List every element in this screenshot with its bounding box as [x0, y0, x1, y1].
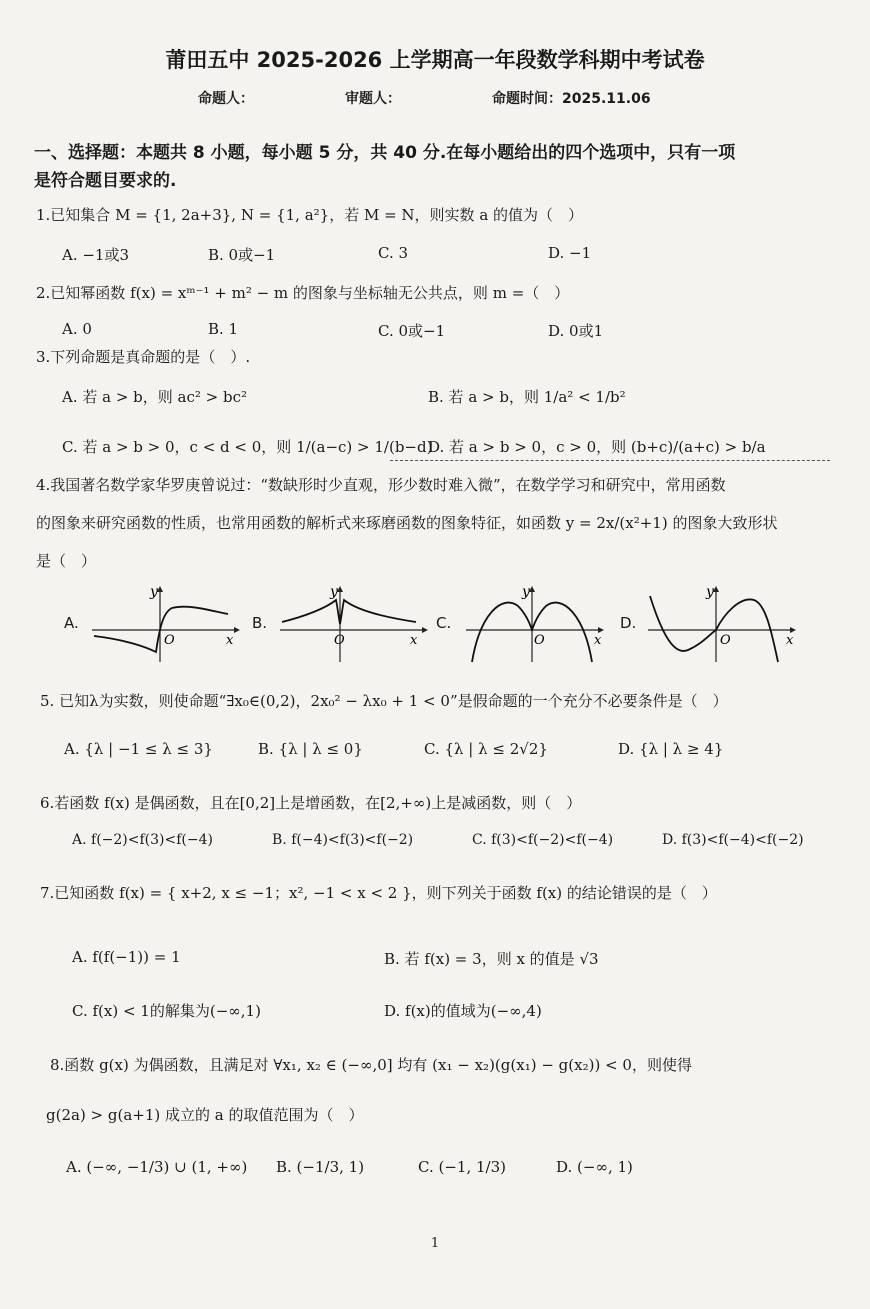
graph-d-x-label: x [786, 633, 794, 648]
graph-c [462, 584, 612, 664]
q1-option-c: C. 3 [378, 244, 409, 262]
q7-option-a: A. f(f(−1)) = 1 [72, 948, 181, 966]
q5-option-b: B. {λ | λ ≤ 0} [258, 740, 363, 758]
q2-option-c: C. 0或−1 [378, 322, 446, 340]
q7-option-d: D. f(x)的值域为(−∞,4) [384, 1002, 542, 1020]
graph-a-x-label: x [226, 633, 234, 648]
q5-option-a: A. {λ | −1 ≤ λ ≤ 3} [64, 740, 213, 758]
section-heading-line1: 一、选择题：本题共 8 小题，每小题 5 分，共 40 分.在每小题给出的四个选项中，只有一项 [34, 143, 736, 163]
graph-b-x-label: x [410, 633, 418, 648]
graph-c-x-label: x [594, 633, 602, 648]
question-7-stem: 7.已知函数 f(x) = { x+2, x ≤ −1；x², −1 < x < 2 }，则下列关于函数 f(x) 的结论错误的是（ ） [40, 884, 717, 902]
q2-option-a: A. 0 [62, 320, 92, 338]
q4-option-a: A. [64, 614, 79, 632]
question-8-stem-line1: 8.函数 g(x) 为偶函数，且满足对 ∀x₁, x₂ ∈ (−∞,0] 均有 (x₁ − x₂)(g(x₁) − g(x₂)) < 0，则使得 [50, 1056, 692, 1074]
q8-option-b: B. (−1/3, 1) [276, 1158, 365, 1176]
date-label: 命题时间：2025.11.06 [492, 91, 651, 107]
q3-option-d: D. 若 a > b > 0，c > 0，则 (b+c)/(a+c) > b/a [428, 438, 766, 456]
question-5-stem: 5. 已知λ为实数，则使命题“∃x₀∈(0,2)，2x₀² − λx₀ + 1 < 0”是假命题的一个充分不必要条件是（ ） [40, 692, 728, 710]
question-2-stem: 2.已知幂函数 f(x) = xᵐ⁻¹ + m² − m 的图象与坐标轴无公共点，则 m =（ ） [36, 284, 570, 302]
section-heading-line2: 是符合题目要求的. [34, 171, 177, 191]
q4-option-d: D. [620, 614, 637, 632]
reviewer-label: 审题人： [345, 91, 401, 107]
graph-a-origin-label: O [164, 633, 175, 648]
q6-option-d: D. f(3)<f(−4)<f(−2) [662, 832, 804, 848]
q4-option-c: C. [436, 614, 452, 632]
graph-a-y-label: y [150, 584, 158, 600]
q1-option-a: A. −1或3 [62, 246, 130, 264]
q6-option-b: B. f(−4)<f(3)<f(−2) [272, 832, 414, 848]
q8-option-c: C. (−1, 1/3) [418, 1158, 506, 1176]
q3-option-c: C. 若 a > b > 0，c < d < 0，则 1/(a−c) > 1/(b−d) [62, 438, 433, 456]
graph-b [276, 584, 436, 664]
graph-d-y-label: y [706, 584, 714, 600]
q3-option-b: B. 若 a > b，则 1/a² < 1/b² [428, 388, 626, 406]
q2-option-d: D. 0或1 [548, 322, 604, 340]
question-8-stem-line2: g(2a) > g(a+1) 成立的 a 的取值范围为（ ） [46, 1106, 364, 1124]
q2-option-b: B. 1 [208, 320, 239, 338]
q1-option-b: B. 0或−1 [208, 246, 276, 264]
graph-a [88, 584, 248, 664]
q1-option-d: D. −1 [548, 244, 592, 262]
q7-option-b: B. 若 f(x) = 3，则 x 的值是 √3 [384, 950, 599, 968]
question-4-stem-line3: 是（ ） [36, 552, 97, 570]
graph-c-origin-label: O [534, 633, 545, 648]
graph-d [644, 584, 804, 664]
q4-option-b: B. [252, 614, 268, 632]
exam-title: 莆田五中 2025-2026 上学期高一年段数学科期中考试卷 [165, 48, 705, 72]
q5-option-d: D. {λ | λ ≥ 4} [618, 740, 724, 758]
page-number: 1 [430, 1236, 440, 1251]
question-6-stem: 6.若函数 f(x) 是偶函数，且在[0,2]上是增函数，在[2,+∞)上是减函数，则（ ） [40, 794, 582, 812]
graph-d-origin-label: O [720, 633, 731, 648]
q8-option-a: A. (−∞, −1/3) ∪ (1, +∞) [66, 1158, 248, 1176]
question-3-stem: 3.下列命题是真命题的是（ ）. [36, 348, 251, 366]
q5-option-c: C. {λ | λ ≤ 2√2} [424, 740, 548, 758]
q3-option-a: A. 若 a > b，则 ac² > bc² [62, 388, 248, 406]
author-label: 命题人： [198, 91, 254, 107]
graph-b-y-label: y [330, 584, 338, 600]
q7-option-c: C. f(x) < 1的解集为(−∞,1) [72, 1002, 261, 1020]
dashed-rule [390, 460, 830, 461]
q8-option-d: D. (−∞, 1) [556, 1158, 633, 1176]
q6-option-c: C. f(3)<f(−2)<f(−4) [472, 832, 614, 848]
graph-b-origin-label: O [334, 633, 345, 648]
question-4-stem-line1: 4.我国著名数学家华罗庚曾说过：“数缺形时少直观，形少数时难入微”，在数学学习和研究中，常用函数 [36, 476, 726, 494]
question-4-stem-line2: 的图象来研究函数的性质，也常用函数的解析式来琢磨函数的图象特征，如函数 y = 2x/(x²+1) 的图象大致形状 [36, 514, 778, 532]
question-1-stem: 1.已知集合 M = {1, 2a+3}, N = {1, a²}，若 M = N，则实数 a 的值为（ ） [36, 206, 584, 224]
graph-c-y-label: y [522, 584, 530, 600]
q6-option-a: A. f(−2)<f(3)<f(−4) [72, 832, 213, 848]
